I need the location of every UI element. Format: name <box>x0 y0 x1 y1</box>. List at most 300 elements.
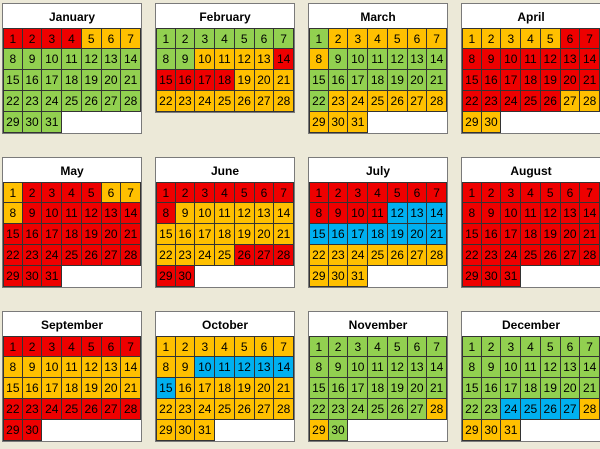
day-cell[interactable]: 29 <box>462 420 482 441</box>
day-cell[interactable]: 16 <box>23 224 43 245</box>
day-cell[interactable]: 3 <box>501 28 521 49</box>
day-cell[interactable]: 18 <box>215 224 235 245</box>
day-cell[interactable]: 21 <box>121 224 141 245</box>
day-cell[interactable]: 8 <box>309 203 329 224</box>
day-cell[interactable]: 16 <box>329 224 349 245</box>
day-cell[interactable]: 9 <box>329 357 349 378</box>
day-cell[interactable]: 23 <box>176 399 196 420</box>
day-cell[interactable]: 7 <box>274 182 294 203</box>
day-cell[interactable]: 19 <box>541 378 561 399</box>
day-cell[interactable]: 22 <box>156 399 176 420</box>
day-cell[interactable]: 7 <box>121 336 141 357</box>
day-cell[interactable]: 12 <box>82 357 102 378</box>
day-cell[interactable]: 15 <box>462 70 482 91</box>
day-cell[interactable]: 5 <box>388 182 408 203</box>
day-cell[interactable]: 29 <box>462 266 482 287</box>
day-cell[interactable]: 5 <box>82 28 102 49</box>
day-cell[interactable]: 22 <box>3 91 23 112</box>
day-cell[interactable]: 19 <box>388 70 408 91</box>
day-cell[interactable]: 12 <box>541 357 561 378</box>
day-cell[interactable]: 11 <box>215 49 235 70</box>
day-cell[interactable]: 19 <box>541 224 561 245</box>
day-cell[interactable]: 8 <box>462 357 482 378</box>
day-cell[interactable]: 7 <box>427 336 447 357</box>
day-cell[interactable]: 30 <box>329 420 349 441</box>
day-cell[interactable]: 8 <box>156 49 176 70</box>
day-cell[interactable]: 18 <box>215 378 235 399</box>
day-cell[interactable]: 17 <box>42 224 62 245</box>
day-cell[interactable]: 29 <box>309 420 329 441</box>
day-cell[interactable]: 11 <box>521 49 541 70</box>
day-cell[interactable]: 5 <box>235 336 255 357</box>
day-cell[interactable]: 22 <box>462 245 482 266</box>
day-cell[interactable]: 20 <box>255 378 275 399</box>
day-cell[interactable]: 31 <box>348 112 368 133</box>
day-cell[interactable]: 6 <box>102 28 122 49</box>
day-cell[interactable]: 6 <box>561 336 581 357</box>
day-cell[interactable]: 29 <box>309 266 329 287</box>
day-cell[interactable]: 8 <box>309 49 329 70</box>
day-cell[interactable]: 15 <box>309 224 329 245</box>
day-cell[interactable]: 7 <box>580 336 600 357</box>
day-cell[interactable]: 9 <box>329 49 349 70</box>
day-cell[interactable]: 20 <box>561 70 581 91</box>
day-cell[interactable]: 10 <box>348 357 368 378</box>
day-cell[interactable]: 19 <box>388 224 408 245</box>
day-cell[interactable]: 26 <box>235 399 255 420</box>
day-cell[interactable]: 23 <box>329 245 349 266</box>
day-cell[interactable]: 25 <box>521 91 541 112</box>
day-cell[interactable]: 21 <box>121 378 141 399</box>
day-cell[interactable]: 3 <box>348 336 368 357</box>
day-cell[interactable]: 13 <box>408 203 428 224</box>
day-cell[interactable]: 8 <box>309 357 329 378</box>
day-cell[interactable]: 21 <box>274 70 294 91</box>
day-cell[interactable]: 17 <box>195 224 215 245</box>
day-cell[interactable]: 26 <box>388 91 408 112</box>
day-cell[interactable]: 22 <box>462 399 482 420</box>
day-cell[interactable]: 15 <box>156 70 176 91</box>
day-cell[interactable]: 5 <box>541 336 561 357</box>
day-cell[interactable]: 19 <box>235 70 255 91</box>
day-cell[interactable]: 29 <box>309 112 329 133</box>
day-cell[interactable]: 11 <box>368 49 388 70</box>
day-cell[interactable]: 29 <box>3 420 23 441</box>
day-cell[interactable]: 10 <box>42 357 62 378</box>
day-cell[interactable]: 26 <box>388 245 408 266</box>
day-cell[interactable]: 17 <box>42 70 62 91</box>
day-cell[interactable]: 21 <box>427 224 447 245</box>
day-cell[interactable]: 6 <box>408 182 428 203</box>
day-cell[interactable]: 19 <box>82 70 102 91</box>
day-cell[interactable]: 26 <box>82 91 102 112</box>
day-cell[interactable]: 31 <box>42 112 62 133</box>
day-cell[interactable]: 11 <box>521 203 541 224</box>
day-cell[interactable]: 24 <box>501 399 521 420</box>
day-cell[interactable]: 15 <box>462 378 482 399</box>
day-cell[interactable]: 23 <box>176 91 196 112</box>
day-cell[interactable]: 19 <box>235 378 255 399</box>
day-cell[interactable]: 27 <box>408 399 428 420</box>
day-cell[interactable]: 21 <box>580 70 600 91</box>
day-cell[interactable]: 10 <box>42 49 62 70</box>
day-cell[interactable]: 20 <box>102 224 122 245</box>
day-cell[interactable]: 2 <box>482 336 502 357</box>
day-cell[interactable]: 15 <box>3 224 23 245</box>
day-cell[interactable]: 4 <box>521 28 541 49</box>
day-cell[interactable]: 14 <box>580 357 600 378</box>
day-cell[interactable]: 12 <box>388 49 408 70</box>
day-cell[interactable]: 17 <box>195 378 215 399</box>
day-cell[interactable]: 8 <box>462 49 482 70</box>
day-cell[interactable]: 15 <box>156 378 176 399</box>
day-cell[interactable]: 27 <box>102 245 122 266</box>
day-cell[interactable]: 17 <box>348 70 368 91</box>
day-cell[interactable]: 20 <box>102 70 122 91</box>
day-cell[interactable]: 18 <box>521 70 541 91</box>
day-cell[interactable]: 25 <box>62 399 82 420</box>
day-cell[interactable]: 13 <box>561 203 581 224</box>
day-cell[interactable]: 21 <box>580 378 600 399</box>
day-cell[interactable]: 20 <box>102 378 122 399</box>
day-cell[interactable]: 14 <box>427 203 447 224</box>
day-cell[interactable]: 6 <box>255 336 275 357</box>
day-cell[interactable]: 5 <box>388 336 408 357</box>
day-cell[interactable]: 3 <box>501 336 521 357</box>
day-cell[interactable]: 19 <box>541 70 561 91</box>
day-cell[interactable]: 14 <box>580 203 600 224</box>
day-cell[interactable]: 3 <box>195 28 215 49</box>
day-cell[interactable]: 5 <box>541 182 561 203</box>
day-cell[interactable]: 30 <box>23 420 43 441</box>
day-cell[interactable]: 21 <box>274 378 294 399</box>
day-cell[interactable]: 1 <box>309 336 329 357</box>
day-cell[interactable]: 23 <box>23 399 43 420</box>
day-cell[interactable]: 9 <box>482 203 502 224</box>
day-cell[interactable]: 26 <box>235 245 255 266</box>
day-cell[interactable]: 24 <box>348 245 368 266</box>
day-cell[interactable]: 26 <box>541 399 561 420</box>
day-cell[interactable]: 3 <box>195 182 215 203</box>
day-cell[interactable]: 20 <box>408 224 428 245</box>
day-cell[interactable]: 19 <box>82 378 102 399</box>
day-cell[interactable]: 30 <box>176 420 196 441</box>
day-cell[interactable]: 1 <box>156 28 176 49</box>
day-cell[interactable]: 22 <box>156 245 176 266</box>
day-cell[interactable]: 24 <box>42 91 62 112</box>
day-cell[interactable]: 13 <box>102 357 122 378</box>
day-cell[interactable]: 5 <box>82 336 102 357</box>
day-cell[interactable]: 3 <box>348 28 368 49</box>
day-cell[interactable]: 30 <box>23 266 43 287</box>
day-cell[interactable]: 1 <box>462 28 482 49</box>
day-cell[interactable]: 26 <box>82 399 102 420</box>
day-cell[interactable]: 8 <box>156 203 176 224</box>
day-cell[interactable]: 18 <box>368 378 388 399</box>
day-cell[interactable]: 7 <box>427 28 447 49</box>
day-cell[interactable]: 6 <box>408 28 428 49</box>
day-cell[interactable]: 29 <box>3 112 23 133</box>
day-cell[interactable]: 25 <box>368 91 388 112</box>
day-cell[interactable]: 30 <box>23 112 43 133</box>
day-cell[interactable]: 7 <box>121 182 141 203</box>
day-cell[interactable]: 6 <box>102 182 122 203</box>
day-cell[interactable]: 11 <box>62 49 82 70</box>
day-cell[interactable]: 13 <box>561 49 581 70</box>
day-cell[interactable]: 6 <box>255 28 275 49</box>
day-cell[interactable]: 18 <box>521 224 541 245</box>
day-cell[interactable]: 26 <box>235 91 255 112</box>
day-cell[interactable]: 2 <box>482 182 502 203</box>
day-cell[interactable]: 24 <box>501 91 521 112</box>
day-cell[interactable]: 9 <box>23 49 43 70</box>
day-cell[interactable]: 19 <box>82 224 102 245</box>
day-cell[interactable]: 11 <box>368 357 388 378</box>
day-cell[interactable]: 6 <box>102 336 122 357</box>
day-cell[interactable]: 11 <box>62 203 82 224</box>
day-cell[interactable]: 23 <box>23 91 43 112</box>
day-cell[interactable]: 21 <box>427 70 447 91</box>
day-cell[interactable]: 19 <box>388 378 408 399</box>
day-cell[interactable]: 31 <box>501 266 521 287</box>
day-cell[interactable]: 14 <box>427 357 447 378</box>
day-cell[interactable]: 11 <box>521 357 541 378</box>
day-cell[interactable]: 7 <box>580 28 600 49</box>
day-cell[interactable]: 25 <box>215 91 235 112</box>
day-cell[interactable]: 28 <box>121 91 141 112</box>
day-cell[interactable]: 7 <box>121 28 141 49</box>
day-cell[interactable]: 26 <box>541 91 561 112</box>
day-cell[interactable]: 21 <box>121 70 141 91</box>
day-cell[interactable]: 4 <box>215 182 235 203</box>
day-cell[interactable]: 2 <box>176 336 196 357</box>
day-cell[interactable]: 2 <box>482 28 502 49</box>
day-cell[interactable]: 1 <box>3 182 23 203</box>
day-cell[interactable]: 25 <box>521 399 541 420</box>
day-cell[interactable]: 15 <box>462 224 482 245</box>
day-cell[interactable]: 2 <box>329 336 349 357</box>
day-cell[interactable]: 14 <box>274 357 294 378</box>
day-cell[interactable]: 5 <box>541 28 561 49</box>
day-cell[interactable]: 28 <box>427 399 447 420</box>
day-cell[interactable]: 30 <box>482 420 502 441</box>
day-cell[interactable]: 23 <box>482 245 502 266</box>
day-cell[interactable]: 3 <box>42 182 62 203</box>
day-cell[interactable]: 16 <box>482 224 502 245</box>
day-cell[interactable]: 12 <box>82 49 102 70</box>
day-cell[interactable]: 4 <box>368 182 388 203</box>
day-cell[interactable]: 2 <box>329 182 349 203</box>
day-cell[interactable]: 9 <box>176 49 196 70</box>
day-cell[interactable]: 4 <box>215 28 235 49</box>
day-cell[interactable]: 6 <box>255 182 275 203</box>
day-cell[interactable]: 18 <box>62 70 82 91</box>
day-cell[interactable]: 18 <box>368 70 388 91</box>
day-cell[interactable]: 18 <box>62 378 82 399</box>
day-cell[interactable]: 3 <box>195 336 215 357</box>
day-cell[interactable]: 31 <box>42 266 62 287</box>
day-cell[interactable]: 13 <box>102 203 122 224</box>
day-cell[interactable]: 10 <box>42 203 62 224</box>
day-cell[interactable]: 21 <box>274 224 294 245</box>
day-cell[interactable]: 14 <box>121 203 141 224</box>
day-cell[interactable]: 30 <box>329 266 349 287</box>
day-cell[interactable]: 16 <box>176 378 196 399</box>
day-cell[interactable]: 3 <box>42 28 62 49</box>
day-cell[interactable]: 8 <box>3 203 23 224</box>
day-cell[interactable]: 20 <box>255 70 275 91</box>
day-cell[interactable]: 2 <box>176 182 196 203</box>
day-cell[interactable]: 20 <box>561 378 581 399</box>
day-cell[interactable]: 16 <box>482 70 502 91</box>
day-cell[interactable]: 13 <box>561 357 581 378</box>
day-cell[interactable]: 27 <box>255 91 275 112</box>
day-cell[interactable]: 27 <box>561 91 581 112</box>
day-cell[interactable]: 10 <box>195 49 215 70</box>
day-cell[interactable]: 15 <box>3 378 23 399</box>
day-cell[interactable]: 24 <box>42 245 62 266</box>
day-cell[interactable]: 13 <box>255 203 275 224</box>
day-cell[interactable]: 31 <box>501 420 521 441</box>
day-cell[interactable]: 3 <box>501 182 521 203</box>
day-cell[interactable]: 17 <box>348 378 368 399</box>
day-cell[interactable]: 10 <box>195 357 215 378</box>
day-cell[interactable]: 7 <box>274 336 294 357</box>
day-cell[interactable]: 13 <box>255 49 275 70</box>
day-cell[interactable]: 25 <box>368 245 388 266</box>
day-cell[interactable]: 9 <box>482 357 502 378</box>
day-cell[interactable]: 5 <box>388 28 408 49</box>
day-cell[interactable]: 13 <box>102 49 122 70</box>
day-cell[interactable]: 24 <box>195 91 215 112</box>
day-cell[interactable]: 25 <box>62 245 82 266</box>
day-cell[interactable]: 2 <box>23 336 43 357</box>
day-cell[interactable]: 29 <box>156 266 176 287</box>
day-cell[interactable]: 13 <box>408 357 428 378</box>
day-cell[interactable]: 9 <box>23 203 43 224</box>
day-cell[interactable]: 28 <box>580 399 600 420</box>
day-cell[interactable]: 26 <box>82 245 102 266</box>
day-cell[interactable]: 4 <box>521 336 541 357</box>
day-cell[interactable]: 16 <box>176 70 196 91</box>
day-cell[interactable]: 4 <box>368 336 388 357</box>
day-cell[interactable]: 10 <box>501 49 521 70</box>
day-cell[interactable]: 28 <box>427 91 447 112</box>
day-cell[interactable]: 21 <box>580 224 600 245</box>
day-cell[interactable]: 2 <box>23 28 43 49</box>
day-cell[interactable]: 24 <box>195 245 215 266</box>
day-cell[interactable]: 1 <box>3 336 23 357</box>
day-cell[interactable]: 13 <box>255 357 275 378</box>
day-cell[interactable]: 28 <box>121 399 141 420</box>
day-cell[interactable]: 29 <box>462 112 482 133</box>
day-cell[interactable]: 8 <box>3 357 23 378</box>
day-cell[interactable]: 22 <box>156 91 176 112</box>
day-cell[interactable]: 28 <box>580 245 600 266</box>
day-cell[interactable]: 10 <box>195 203 215 224</box>
day-cell[interactable]: 24 <box>348 399 368 420</box>
day-cell[interactable]: 10 <box>348 49 368 70</box>
day-cell[interactable]: 1 <box>309 182 329 203</box>
day-cell[interactable]: 4 <box>521 182 541 203</box>
day-cell[interactable]: 23 <box>482 399 502 420</box>
day-cell[interactable]: 20 <box>561 224 581 245</box>
day-cell[interactable]: 8 <box>156 357 176 378</box>
day-cell[interactable]: 23 <box>482 91 502 112</box>
day-cell[interactable]: 25 <box>62 91 82 112</box>
day-cell[interactable]: 29 <box>3 266 23 287</box>
day-cell[interactable]: 28 <box>580 91 600 112</box>
day-cell[interactable]: 17 <box>501 224 521 245</box>
day-cell[interactable]: 14 <box>121 49 141 70</box>
day-cell[interactable]: 23 <box>329 399 349 420</box>
day-cell[interactable]: 30 <box>176 266 196 287</box>
day-cell[interactable]: 11 <box>215 357 235 378</box>
day-cell[interactable]: 14 <box>427 49 447 70</box>
day-cell[interactable]: 9 <box>176 357 196 378</box>
day-cell[interactable]: 20 <box>408 70 428 91</box>
day-cell[interactable]: 14 <box>274 203 294 224</box>
day-cell[interactable]: 5 <box>235 28 255 49</box>
day-cell[interactable]: 30 <box>482 266 502 287</box>
day-cell[interactable]: 9 <box>176 203 196 224</box>
day-cell[interactable]: 15 <box>309 378 329 399</box>
day-cell[interactable]: 30 <box>329 112 349 133</box>
day-cell[interactable]: 28 <box>274 91 294 112</box>
day-cell[interactable]: 24 <box>195 399 215 420</box>
day-cell[interactable]: 11 <box>62 357 82 378</box>
day-cell[interactable]: 23 <box>176 245 196 266</box>
day-cell[interactable]: 30 <box>482 112 502 133</box>
day-cell[interactable]: 28 <box>274 399 294 420</box>
day-cell[interactable]: 31 <box>348 266 368 287</box>
day-cell[interactable]: 18 <box>368 224 388 245</box>
day-cell[interactable]: 22 <box>462 91 482 112</box>
day-cell[interactable]: 2 <box>329 28 349 49</box>
day-cell[interactable]: 22 <box>3 245 23 266</box>
day-cell[interactable]: 25 <box>368 399 388 420</box>
day-cell[interactable]: 3 <box>42 336 62 357</box>
day-cell[interactable]: 1 <box>462 182 482 203</box>
day-cell[interactable]: 5 <box>235 182 255 203</box>
day-cell[interactable]: 1 <box>3 28 23 49</box>
day-cell[interactable]: 25 <box>215 399 235 420</box>
day-cell[interactable]: 8 <box>3 49 23 70</box>
day-cell[interactable]: 12 <box>235 357 255 378</box>
day-cell[interactable]: 16 <box>23 70 43 91</box>
day-cell[interactable]: 31 <box>195 420 215 441</box>
day-cell[interactable]: 12 <box>235 49 255 70</box>
day-cell[interactable]: 14 <box>274 49 294 70</box>
day-cell[interactable]: 27 <box>561 245 581 266</box>
day-cell[interactable]: 12 <box>541 203 561 224</box>
day-cell[interactable]: 15 <box>309 70 329 91</box>
day-cell[interactable]: 28 <box>274 245 294 266</box>
day-cell[interactable]: 2 <box>23 182 43 203</box>
day-cell[interactable]: 9 <box>482 49 502 70</box>
day-cell[interactable]: 4 <box>62 28 82 49</box>
day-cell[interactable]: 16 <box>176 224 196 245</box>
day-cell[interactable]: 9 <box>23 357 43 378</box>
day-cell[interactable]: 17 <box>42 378 62 399</box>
day-cell[interactable]: 15 <box>3 70 23 91</box>
day-cell[interactable]: 19 <box>235 224 255 245</box>
day-cell[interactable]: 22 <box>3 399 23 420</box>
day-cell[interactable]: 7 <box>274 28 294 49</box>
day-cell[interactable]: 23 <box>329 91 349 112</box>
day-cell[interactable]: 16 <box>482 378 502 399</box>
day-cell[interactable]: 7 <box>580 182 600 203</box>
